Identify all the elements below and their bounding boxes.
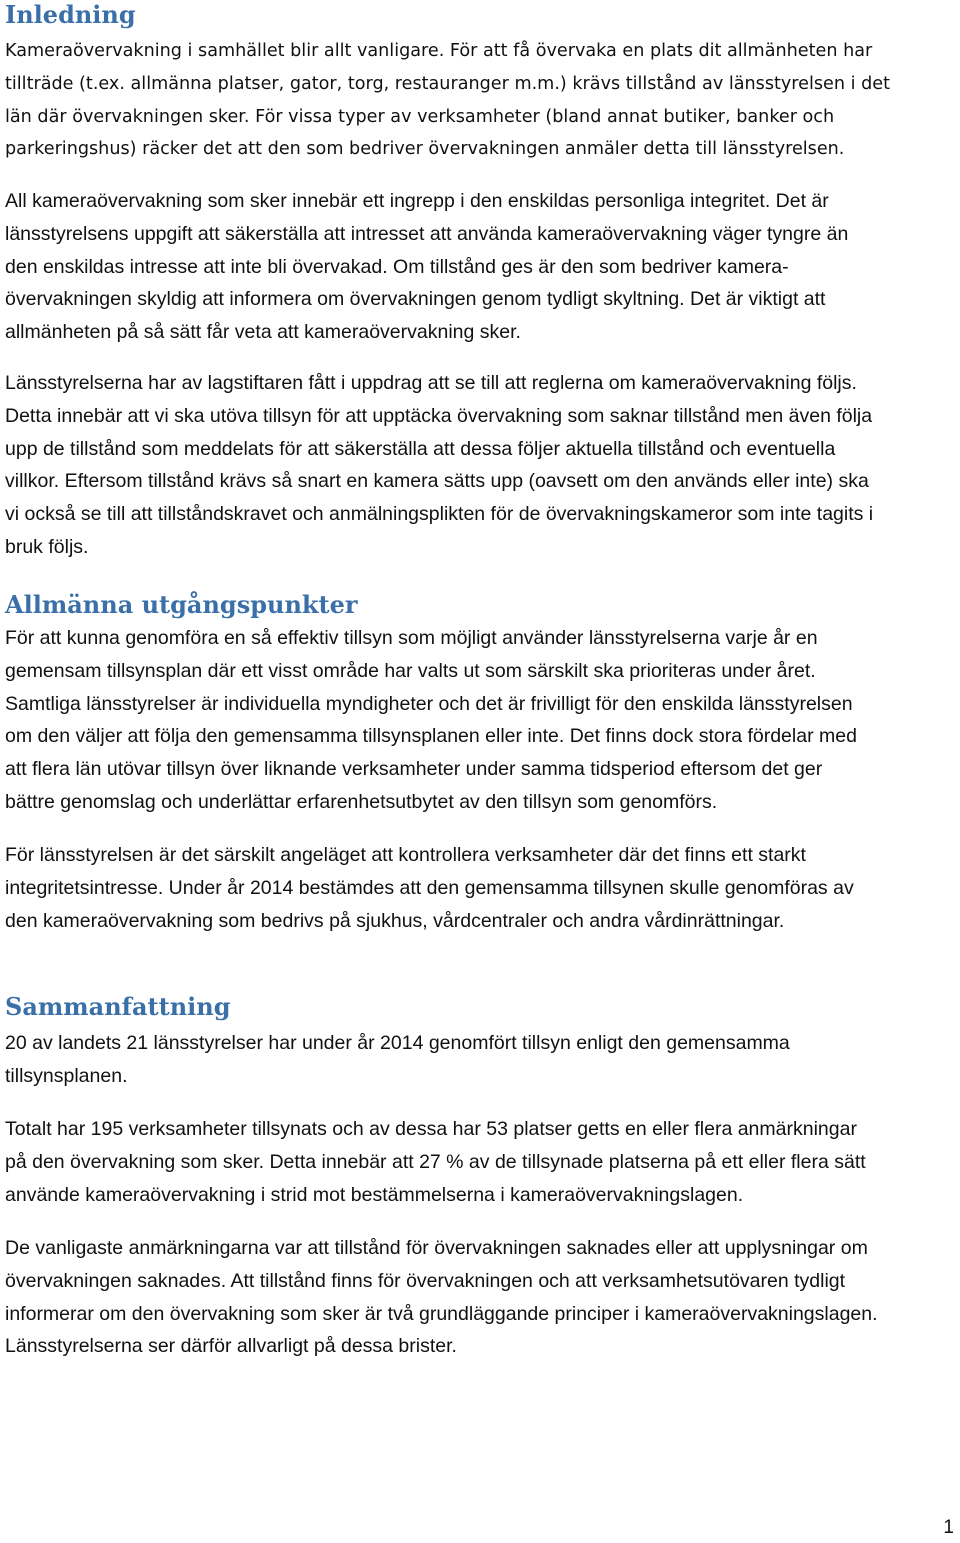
text-line: 20 av landets 21 länsstyrelser har under år 2014 genomfört tillsyn enligt den gemensamma xyxy=(5,1032,790,1054)
text-line: Totalt har 195 verksamheter tillsynats och av dessa har 53 platser getts en eller flera anmärkningar xyxy=(5,1118,857,1140)
text-line: vi också se till att tillståndskravet och anmälningsplikten för de övervakningskameror som inte tagits i xyxy=(5,503,874,526)
text-line: tillträde (t.ex. allmänna platser, gator, torg, restauranger m.m.) krävs tillstånd av länsstyrelsen i det xyxy=(5,73,890,94)
text-line: den kameraövervakning som bedrivs på sjukhus, vårdcentraler och andra vårdinrättningar. xyxy=(5,909,785,932)
text-line: parkeringshus) räcker det att den som bedriver övervakningen anmäler detta till länsstyrelsen. xyxy=(5,139,845,160)
text-line: om den väljer att följa den gemensamma tillsynsplanen eller inte. Det finns dock stora fördelar med xyxy=(5,725,857,748)
text-line: Länsstyrelserna har av lagstiftaren fått i uppdrag att se till att reglerna om kameraövervakning följs. xyxy=(5,372,857,394)
text-line: övervakningen saknades. Att tillstånd finns för övervakningen och att verksamhetsutövaren tydligt xyxy=(5,1269,846,1292)
text-line: All kameraövervakning som sker innebär ett ingrepp i den enskildas personliga integritet. Det är xyxy=(5,190,829,212)
text-line: villkor. Eftersom tillstånd krävs så snart en kamera sätts upp (oavsett om den används eller inte) ska xyxy=(5,470,869,493)
heading-summary: Sammanfattning xyxy=(5,992,231,1021)
text-line: den enskildas intresse att inte bli övervakad. Om tillstånd ges är den som bedriver kamera- xyxy=(5,255,789,278)
paragraph-summary-1 xyxy=(5,1027,958,1093)
paragraph-summary-2 xyxy=(5,1113,958,1211)
text-line: allmänheten på så sätt får veta att kameraövervakning sker. xyxy=(5,321,521,344)
text-line: Samtliga länsstyrelser är individuella myndigheter och det är frivilligt för den enskilda länsstyrelsen xyxy=(5,692,853,715)
text-line: informerar om den övervakning som sker är två grundläggande principer i kameraövervakningslagen. xyxy=(5,1302,878,1325)
text-line: upp de tillstånd som meddelats för att säkerställa att dessa följer aktuella tillstånd och eventuella xyxy=(5,437,836,460)
text-line: bruk följs. xyxy=(5,535,89,558)
text-line: gemensam tillsynsplan där ett visst område har valts ut som särskilt ska prioriteras under året. xyxy=(5,659,816,682)
paragraph-summary-3 xyxy=(5,1232,958,1363)
text-line: Kameraövervakning i samhället blir allt vanligare. För att få övervaka en plats dit allmänheten har xyxy=(5,41,873,61)
paragraph-intro-3 xyxy=(5,367,958,564)
text-line: län där övervakningen sker. För vissa typer av verksamheter (bland annat butiker, banker och xyxy=(5,106,835,127)
text-line: på den övervakning som sker. Detta innebär att 27 % av de tillsynade platserna på ett eller flera sätt xyxy=(5,1150,866,1173)
text-line: För länsstyrelsen är det särskilt angeläget att kontrollera verksamheter där det finns ett starkt xyxy=(5,844,806,866)
text-line: För att kunna genomföra en så effektiv tillsyn som möjligt använder länsstyrelserna varje år en xyxy=(5,627,818,649)
text-line: integritetsintresse. Under år 2014 bestämdes att den gemensamma tillsynen skulle genomföras av xyxy=(5,876,854,899)
text-line: använde kameraövervakning i strid mot bestämmelserna i kameraövervakningslagen. xyxy=(5,1183,744,1206)
text-line: länsstyrelsens uppgift att säkerställa att intresset att använda kameraövervakning väger tyngre än xyxy=(5,222,849,245)
page-number: 1 xyxy=(943,1517,954,1538)
paragraph-intro-1 xyxy=(5,35,958,166)
text-line: Detta innebär att vi ska utöva tillsyn för att upptäcka övervakning som saknar tillstånd men även följa xyxy=(5,404,873,427)
text-line: De vanligaste anmärkningarna var att tillstånd för övervakningen saknades eller att upplysningar om xyxy=(5,1237,868,1259)
heading-intro: Inledning xyxy=(5,0,136,29)
heading-principles: Allmänna utgångspunkter xyxy=(5,590,358,619)
text-line: övervakningen skyldig att informera om övervakningen genom tydligt skyltning. Det är viktigt att xyxy=(5,288,826,311)
paragraph-intro-2 xyxy=(5,185,958,349)
text-line: att flera län utövar tillsyn över liknande verksamheter under samma tidsperiod eftersom det ger xyxy=(5,758,823,781)
text-line: tillsynsplanen. xyxy=(5,1064,128,1087)
paragraph-principles-1 xyxy=(5,622,958,819)
text-line: bättre genomslag och underlättar erfarenhetsutbytet av den tillsyn som genomförs. xyxy=(5,790,718,813)
paragraph-principles-2 xyxy=(5,839,958,937)
text-line: Länsstyrelserna ser därför allvarligt på dessa brister. xyxy=(5,1335,457,1358)
